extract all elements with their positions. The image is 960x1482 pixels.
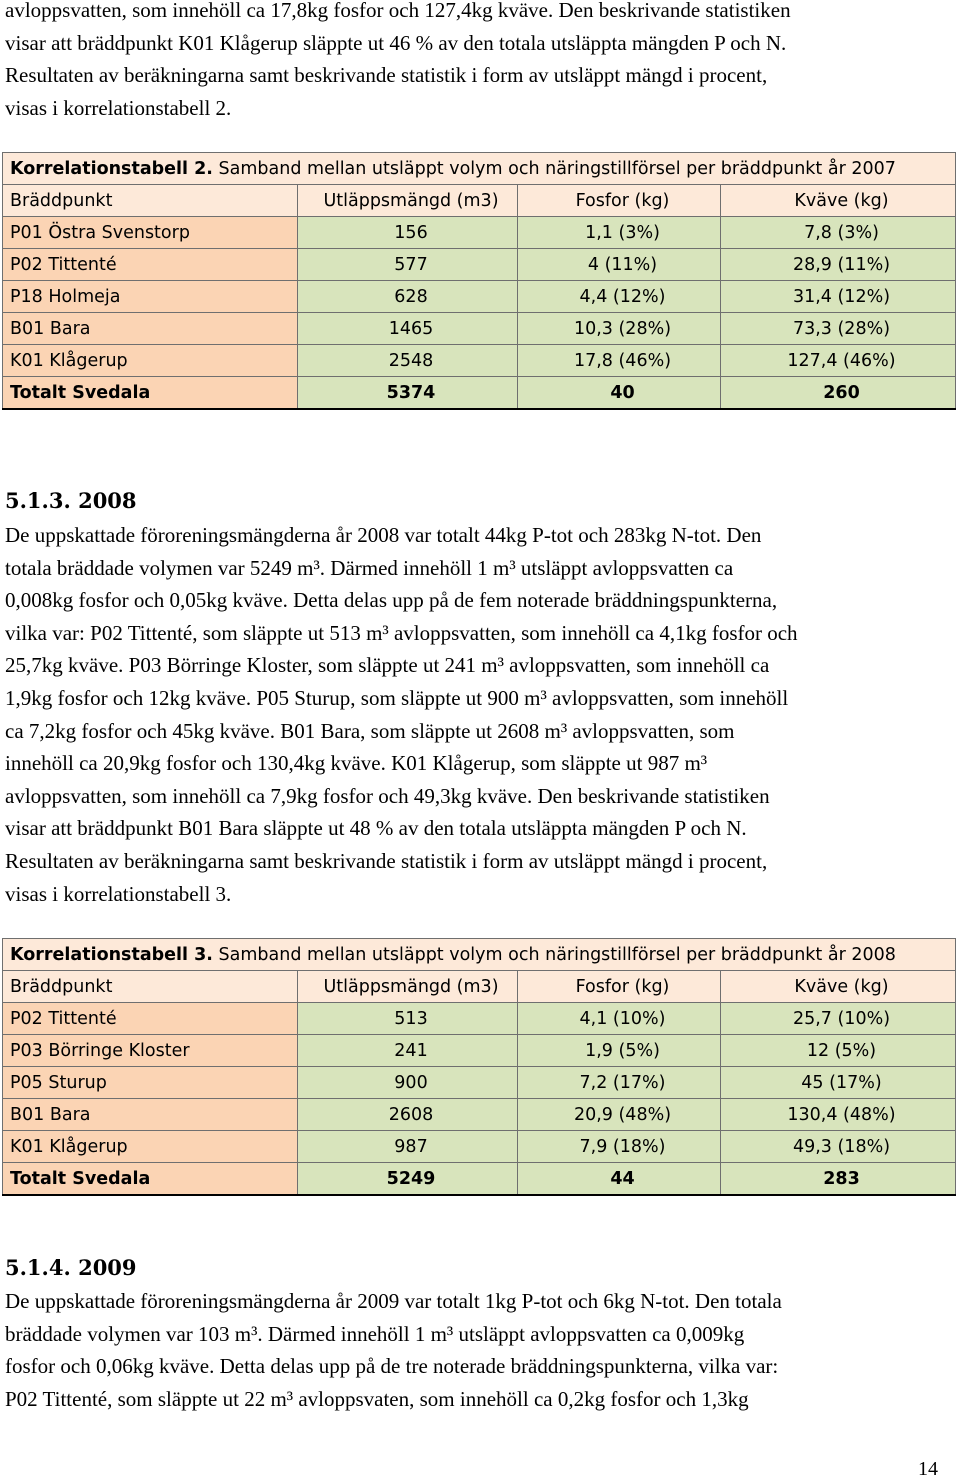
- correlation-table-2007: [2, 152, 956, 410]
- cell-total-label: Totalt Svedala: [3, 1163, 298, 1196]
- cell-total-nitrogen: 260: [721, 377, 956, 410]
- cell-phosphorus: 4,4 (12%): [518, 281, 721, 313]
- cell-phosphorus: 1,1 (3%): [518, 217, 721, 249]
- table-caption-row: [3, 939, 956, 971]
- table-total-row: [3, 1163, 956, 1196]
- text-line: innehöll ca 20,9kg fosfor och 130,4kg kväve. K01 Klågerup, som släppte ut 987 m³: [5, 751, 708, 776]
- cell-nitrogen: 130,4 (48%): [721, 1099, 956, 1131]
- text-line: De uppskattade föroreningsmängderna år 2008 var totalt 44kg P-tot och 283kg N-tot. Den: [5, 523, 762, 547]
- cell-volume: 513: [298, 1003, 518, 1035]
- cell-phosphorus: 1,9 (5%): [518, 1035, 721, 1067]
- table-caption-text: Samband mellan utsläppt volym och näringstillförsel per bräddpunkt år 2007: [218, 158, 896, 179]
- section-heading-2008: 5.1.3. 2008: [5, 488, 137, 513]
- column-header-point: Bräddpunkt: [3, 971, 298, 1003]
- text-line: totala bräddade volymen var 5249 m³. Därmed innehöll 1 m³ utsläppt avloppsvatten ca: [5, 555, 734, 580]
- table-caption-label: Korrelationstabell 3.: [10, 944, 213, 965]
- cell-volume: 156: [298, 217, 518, 249]
- column-header-phosphorus: Fosfor (kg): [518, 185, 721, 217]
- cell-point: P01 Östra Svenstorp: [3, 217, 298, 249]
- cell-phosphorus: 20,9 (48%): [518, 1099, 721, 1131]
- section-2008-paragraph: [5, 519, 955, 910]
- cell-point: P03 Börringe Kloster: [3, 1035, 298, 1067]
- cell-nitrogen: 31,4 (12%): [721, 281, 956, 313]
- cell-total-phosphorus: 40: [518, 377, 721, 410]
- table-row: [3, 1067, 956, 1099]
- text-line: visar att bräddpunkt B01 Bara släppte ut 48 % av den totala utsläppta mängden P och N.: [5, 816, 747, 841]
- cell-total-volume: 5374: [298, 377, 518, 410]
- text-line: avloppsvatten, som innehöll ca 7,9kg fosfor och 49,3kg kväve. Den beskrivande statistiken: [5, 783, 770, 808]
- table-row: [3, 217, 956, 249]
- cell-total-nitrogen: 283: [721, 1163, 956, 1196]
- table-caption-row: [3, 153, 956, 185]
- text-line: bräddade volymen var 103 m³. Därmed innehöll 1 m³ utsläppt avloppsvatten ca 0,009kg: [5, 1321, 745, 1346]
- text-line: fosfor och 0,06kg kväve. Detta delas upp på de tre noterade bräddningspunkterna, vilka var:: [5, 1354, 779, 1379]
- section-heading-2009: 5.1.4. 2009: [5, 1255, 137, 1280]
- cell-phosphorus: 4 (11%): [518, 249, 721, 281]
- table-caption-label: Korrelationstabell 2.: [10, 158, 213, 179]
- text-line: Resultaten av beräkningarna samt beskrivande statistik i form av utsläppt mängd i procent,: [5, 63, 768, 88]
- text-line: vilka var: P02 Tittenté, som släppte ut 513 m³ avloppsvatten, som innehöll ca 4,1kg fosfor och: [5, 620, 798, 645]
- cell-point: P02 Tittenté: [3, 249, 298, 281]
- text-line: 25,7kg kväve. P03 Börringe Kloster, som släppte ut 241 m³ avloppsvatten, som innehöll ca: [5, 653, 770, 678]
- cell-phosphorus: 10,3 (28%): [518, 313, 721, 345]
- cell-point: K01 Klågerup: [3, 345, 298, 377]
- cell-volume: 2548: [298, 345, 518, 377]
- cell-total-volume: 5249: [298, 1163, 518, 1196]
- cell-nitrogen: 28,9 (11%): [721, 249, 956, 281]
- correlation-table-2008: [2, 938, 956, 1196]
- table-row: [3, 1035, 956, 1067]
- cell-nitrogen: 12 (5%): [721, 1035, 956, 1067]
- table-row: [3, 313, 956, 345]
- intro-paragraph: [5, 0, 955, 124]
- cell-point: P05 Sturup: [3, 1067, 298, 1099]
- text-line: avloppsvatten, som innehöll ca 17,8kg fosfor och 127,4kg kväve. Den beskrivande statistiken: [5, 0, 791, 22]
- column-header-phosphorus: Fosfor (kg): [518, 971, 721, 1003]
- cell-volume: 241: [298, 1035, 518, 1067]
- text-line: visas i korrelationstabell 2.: [5, 95, 232, 120]
- table-header-row: [3, 971, 956, 1003]
- table-row: [3, 345, 956, 377]
- table-row: [3, 1003, 956, 1035]
- column-header-volume: Utläppsmängd (m3): [298, 971, 518, 1003]
- cell-point: K01 Klågerup: [3, 1131, 298, 1163]
- cell-phosphorus: 7,2 (17%): [518, 1067, 721, 1099]
- text-line: Resultaten av beräkningarna samt beskrivande statistik i form av utsläppt mängd i procent,: [5, 848, 768, 873]
- table-caption: [3, 939, 956, 971]
- table-caption-text: Samband mellan utsläppt volym och näringstillförsel per bräddpunkt år 2008: [218, 944, 896, 965]
- cell-phosphorus: 17,8 (46%): [518, 345, 721, 377]
- table-row: [3, 1131, 956, 1163]
- text-line: 0,008kg fosfor och 0,05kg kväve. Detta delas upp på de fem noterade bräddningspunkterna,: [5, 588, 778, 613]
- text-line: 1,9kg fosfor och 12kg kväve. P05 Sturup, som släppte ut 900 m³ avloppsvatten, som innehöll: [5, 685, 789, 710]
- cell-nitrogen: 45 (17%): [721, 1067, 956, 1099]
- cell-volume: 577: [298, 249, 518, 281]
- text-line: visas i korrelationstabell 3.: [5, 881, 232, 906]
- cell-volume: 987: [298, 1131, 518, 1163]
- cell-nitrogen: 73,3 (28%): [721, 313, 956, 345]
- cell-point: P18 Holmeja: [3, 281, 298, 313]
- cell-total-label: Totalt Svedala: [3, 377, 298, 410]
- table-row: [3, 249, 956, 281]
- cell-point: B01 Bara: [3, 1099, 298, 1131]
- cell-nitrogen: 25,7 (10%): [721, 1003, 956, 1035]
- section-2009-paragraph: [5, 1285, 955, 1415]
- text-line: P02 Tittenté, som släppte ut 22 m³ avloppsvaten, som innehöll ca 0,2kg fosfor och 1,3kg: [5, 1386, 749, 1411]
- text-line: De uppskattade föroreningsmängderna år 2009 var totalt 1kg P-tot och 6kg N-tot. Den totala: [5, 1289, 782, 1313]
- cell-volume: 900: [298, 1067, 518, 1099]
- cell-phosphorus: 7,9 (18%): [518, 1131, 721, 1163]
- column-header-volume: Utläppsmängd (m3): [298, 185, 518, 217]
- table-row: [3, 1099, 956, 1131]
- cell-volume: 1465: [298, 313, 518, 345]
- cell-volume: 2608: [298, 1099, 518, 1131]
- cell-point: P02 Tittenté: [3, 1003, 298, 1035]
- cell-nitrogen: 7,8 (3%): [721, 217, 956, 249]
- cell-nitrogen: 127,4 (46%): [721, 345, 956, 377]
- text-line: visar att bräddpunkt K01 Klågerup släppte ut 46 % av den totala utsläppta mängden P och N.: [5, 30, 787, 55]
- table-total-row: [3, 377, 956, 410]
- column-header-nitrogen: Kväve (kg): [721, 185, 956, 217]
- cell-point: B01 Bara: [3, 313, 298, 345]
- column-header-nitrogen: Kväve (kg): [721, 971, 956, 1003]
- cell-phosphorus: 4,1 (10%): [518, 1003, 721, 1035]
- cell-volume: 628: [298, 281, 518, 313]
- table-header-row: [3, 185, 956, 217]
- text-line: ca 7,2kg fosfor och 45kg kväve. B01 Bara, som släppte ut 2608 m³ avloppsvatten, som: [5, 718, 735, 743]
- table-caption: [3, 153, 956, 185]
- cell-nitrogen: 49,3 (18%): [721, 1131, 956, 1163]
- table-row: [3, 281, 956, 313]
- page-number: 14: [918, 1458, 938, 1480]
- column-header-point: Bräddpunkt: [3, 185, 298, 217]
- cell-total-phosphorus: 44: [518, 1163, 721, 1196]
